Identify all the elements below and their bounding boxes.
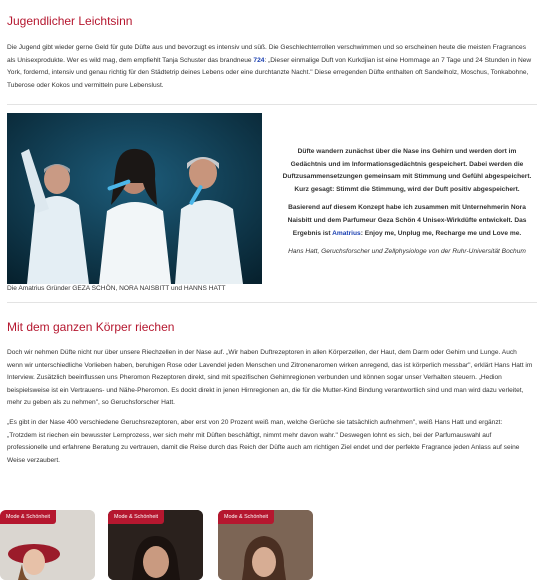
paragraph-intro-text-before: Die Jugend gibt wieder gerne Geld für gute Düfte aus und bevorzugt es intensiv und süß. Die Geschlechterrollen verschwimmen und so erscheinen heute die meisten Fragrances als Unisexprodukte. Wer es wild mag, dem empfiehlt Tanja Schuster das brandneue bbox=[7, 44, 526, 64]
link-724[interactable]: 724 bbox=[253, 56, 265, 64]
quote-paragraph-2-text-after: : Enjoy me, Unplug me, Recharge me und Love me. bbox=[360, 229, 522, 237]
photo-caption: Die Amatrius Gründer GEZA SCHÖN, NORA NAISBITT und HANNS HATT bbox=[7, 285, 226, 292]
section-heading-jugendlicher-leichtsinn: Jugendlicher Leichtsinn bbox=[7, 14, 133, 28]
paragraph-intro bbox=[7, 42, 533, 92]
paragraph-intro-text-after: : „Dieser einmalige Duft von Kurkdjian ist eine Hommage an 7 Tage und 24 Stunden in New York, fordernd, intensiv und genau richtig für den Städtetrip deines Lebens oder eine durchtanzte Nacht." Diese erregenden Düfte enthalten oft Sandelholz, Moschus, Tonkabohne, Tuberose oder Kokos und vermitteln pure Lebenslust. bbox=[7, 56, 532, 89]
quote-paragraph-2-text-before: Basierend auf diesem Konzept habe ich zusammen mit Unternehmerin Nora Naisbitt und dem Parfumeur Geza Schön 4 Unisex-Wirkdüfte entwickelt. Das Ergebnis ist bbox=[287, 204, 527, 237]
divider bbox=[7, 104, 537, 105]
founders-photo bbox=[7, 113, 262, 284]
related-article-card[interactable] bbox=[0, 510, 95, 580]
founders-photo-image bbox=[7, 113, 262, 284]
category-badge[interactable]: Mode & Schönheit bbox=[218, 510, 274, 524]
category-badge[interactable]: Mode & Schönheit bbox=[0, 510, 56, 524]
expert-quote bbox=[282, 146, 532, 265]
divider bbox=[7, 302, 537, 303]
paragraph-body-2: „Es gibt in der Nase 400 verschiedene Geruchsrezeptoren, aber erst von 20 Prozent weiß man, welche Gerüche sie tatsächlich aufnehmen", weiß Hans Hatt und ergänzt: „Trotzdem ist riechen ein bewusster Lernprozess, wer sich mehr mit Düften beschäftigt, nimmt mehr davon wahr." Deswegen lohnt es sich, bei der Parfumauswahl auf professionelle und erfahrene Beratung zu vertrauen, damit die Reise durch das Reich der Düfte auch am richtigen Ziel endet und der perfekte Fragrance jeden Anlass auf seine Weise verzaubert. bbox=[7, 419, 520, 464]
quote-source: Hans Hatt, Geruchsforscher und Zellphysiologe von der Ruhr-Universität Bochum bbox=[288, 248, 526, 256]
quote-paragraph-2 bbox=[282, 202, 532, 240]
related-article-card[interactable] bbox=[218, 510, 313, 580]
paragraph-body-1: Doch wir nehmen Düfte nicht nur über unsere Riechzellen in der Nase auf. „Wir haben Duftrezeptoren in allen Körperzellen, der Haut, dem Darm oder Gehirn und Lunge. Auch wenn wir unterschiedliche Vorlieben haben, beruhigen Rose oder Lavendel jeden Menschen und Zitronenaromen wirken anregend, das ist körperlich messbar", erklärt Hans Hatt im Interview. Zusätzlich beeinflussen uns Pheromon Rezeptoren direkt, sind mit spezifischen Gehirnregionen verbunden und können sogar unser Verhalten steuern. „Hedion beispielsweise ist ein Vertrauens- und Nähe-Pheromon. Es dockt direkt in jenen Hirnregionen an, die für die Mutter-Kind Bindung verantwortlich sind und man wird dazu verleitet, mehr zu geben als zu nehmen", so Geruchsforscher Hatt. bbox=[7, 349, 533, 407]
quote-paragraph-1: Düfte wandern zunächst über die Nase ins Gehirn und werden dort im Gedächtnis und im Informationsgedächtnis gespeichert. Dabei werden die Duftzusammensetzungen gemeinsam mit Stimmung und Gefühl abgespeichert. Kurz gesagt: Stimmt die Stimmung, wird der Duft positiv abgespeichert. bbox=[282, 148, 532, 193]
section-heading-ganzen-koerper: Mit dem ganzen Körper riechen bbox=[7, 320, 175, 334]
category-badge[interactable]: Mode & Schönheit bbox=[108, 510, 164, 524]
link-amatrius[interactable]: Amatrius bbox=[332, 229, 361, 237]
related-article-card[interactable] bbox=[108, 510, 203, 580]
